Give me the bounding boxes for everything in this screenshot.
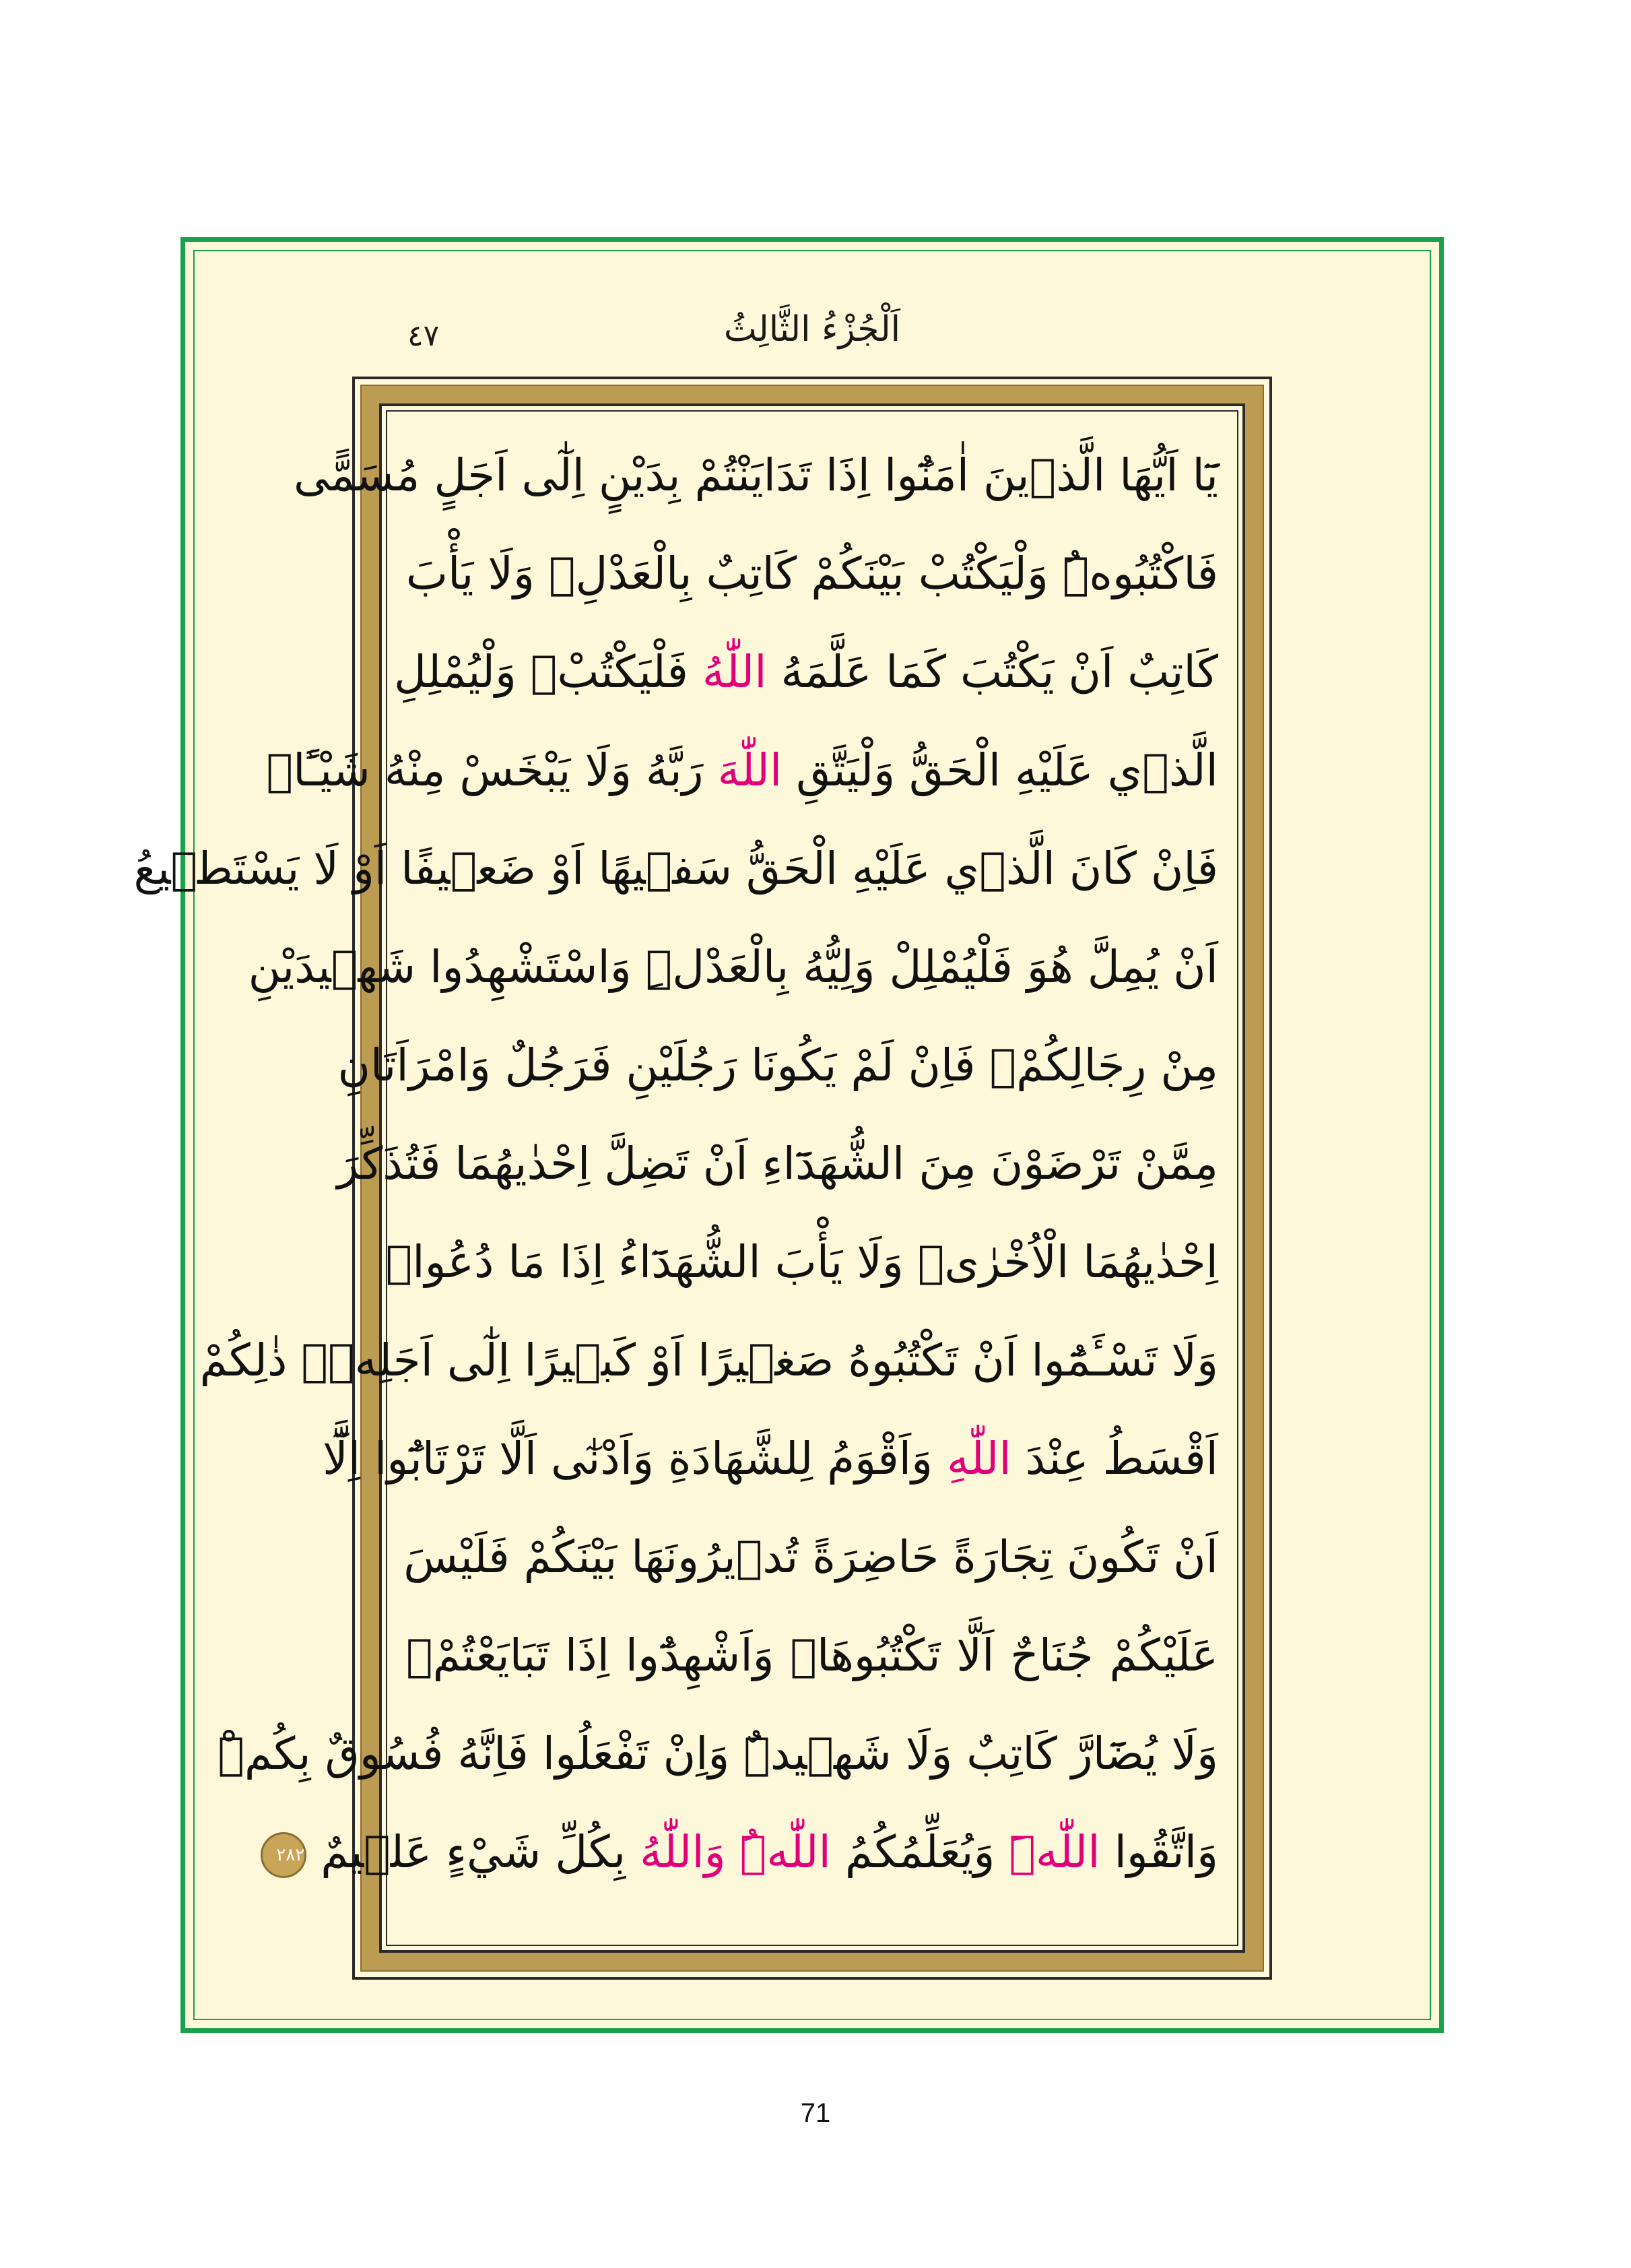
gold-border-band [133,385,1264,1972]
verse-line: كَاتِبٌ اَنْ يَكْتُبَ كَمَا عَلَّمَهُ اللّٰهُ فَلْيَكْتُبْۚ وَلْيُمْلِلِ [393,646,1218,698]
verse-line: اَنْ تَكُونَ تِجَارَةً حَاضِرَةً تُد۪يرُونَهَا بَيْنَكُمْ فَلَيْسَ [403,1531,1218,1583]
verse-line-text: وَاتَّقُوا اللّٰهَۜ وَيُعَلِّمُكُمُ اللّٰهُۜ وَاللّٰهُ بِكُلِّ شَيْءٍ عَل۪يمٌ [321,1826,1218,1878]
divine-name-highlight: اللّٰهِ [947,1433,1011,1485]
verse-line-last [276,1803,1222,1902]
verse-line: فَاِنْ كَانَ الَّذ۪ي عَلَيْهِ الْحَقُّ سَف۪يهًا اَوْ ضَع۪يفًا اَوْ لَا يَسْتَط۪يعُ [133,843,1218,895]
ayah-number-marker: ٢٨٢ [261,1832,306,1878]
verse-text-block [133,426,1222,1923]
verse-line: اِحْدٰيهُمَا الْاُخْرٰىۜ وَلَا يَأْبَ الشُّهَدَٓاءُ اِذَا مَا دُعُواۜ [385,1236,1218,1288]
verse-line: عَلَيْكُمْ جُنَاحٌ اَلَّا تَكْتُبُوهَاۜ وَاَشْهِدُٓوا اِذَا تَبَايَعْتُمْۖ [406,1629,1218,1681]
divine-name-highlight: اللّٰهُ [702,646,767,698]
juz-title: اَلْجُزْءُ الثَّالِثُ [723,309,901,350]
verse-line: مِنْ رِجَالِكُمْۚ فَاِنْ لَمْ يَكُونَا رَجُلَيْنِ فَرَجُلٌ وَامْرَاَتَانِ [337,1039,1218,1091]
verse-line: فَاكْتُبُوهُۜ وَلْيَكْتُبْ بَيْنَكُمْ كَاتِبٌ بِالْعَدْلِۖ وَلَا يَأْبَ [405,548,1218,600]
divine-name-highlight: اللّٰهَ [717,744,783,796]
divine-name-highlight: اللّٰهَۜ [1009,1826,1100,1878]
verse-line: وَلَا تَسْـَٔمُٓوا اَنْ تَكْتُبُوهُ صَغ۪يرًا اَوْ كَب۪يرًا اِلٰٓى اَجَلِه۪ۜ ذٰلِكُمْ [199,1334,1218,1386]
verse-line: مِمَّنْ تَرْضَوْنَ مِنَ الشُّهَدَٓاءِ اَنْ تَضِلَّ اِحْدٰيهُمَا فَتُذَكِّرَ [337,1138,1218,1190]
verse-line: وَلَا يُضَٓارَّ كَاتِبٌ وَلَا شَه۪يدٌۜ وَاِنْ تَفْعَلُوا فَاِنَّهُ فُسُوقٌ بِكُمْۜ [218,1728,1218,1780]
text-panel-inner [133,403,1245,1953]
verse-line: اَقْسَطُ عِنْدَ اللّٰهِ وَاَقْوَمُ لِلشَّهَادَةِ وَاَدْنٰٓى اَلَّا تَرْتَابُٓوا اِلَّٓا [323,1433,1218,1485]
verse-line: يَٓا اَيُّهَا الَّذ۪ينَ اٰمَنُٓوا اِذَا تَدَايَنْتُمْ بِدَيْنٍ اِلٰٓى اَجَلٍ مُسَمًّى [293,449,1218,501]
text-panel [133,377,1272,1980]
verse-line: الَّذ۪ي عَلَيْهِ الْحَقُّ وَلْيَتَّقِ اللّٰهَ رَبَّهُ وَلَا يَبْخَسْ مِنْهُ شَيْـًٔاۜ [266,744,1218,796]
page-number: 71 [800,2098,831,2128]
page-frame [133,237,1444,2033]
divine-name-highlight: اللّٰهُۜ [739,1826,831,1878]
juz-page-number: ٤٧ [407,319,440,353]
verse-line: اَنْ يُمِلَّ هُوَ فَلْيُمْلِلْ وَلِيُّهُ بِالْعَدْلِۜ وَاسْتَشْهِدُوا شَه۪يدَيْنِ [248,941,1218,993]
divine-name-highlight: وَاللّٰهُ [640,1826,726,1878]
